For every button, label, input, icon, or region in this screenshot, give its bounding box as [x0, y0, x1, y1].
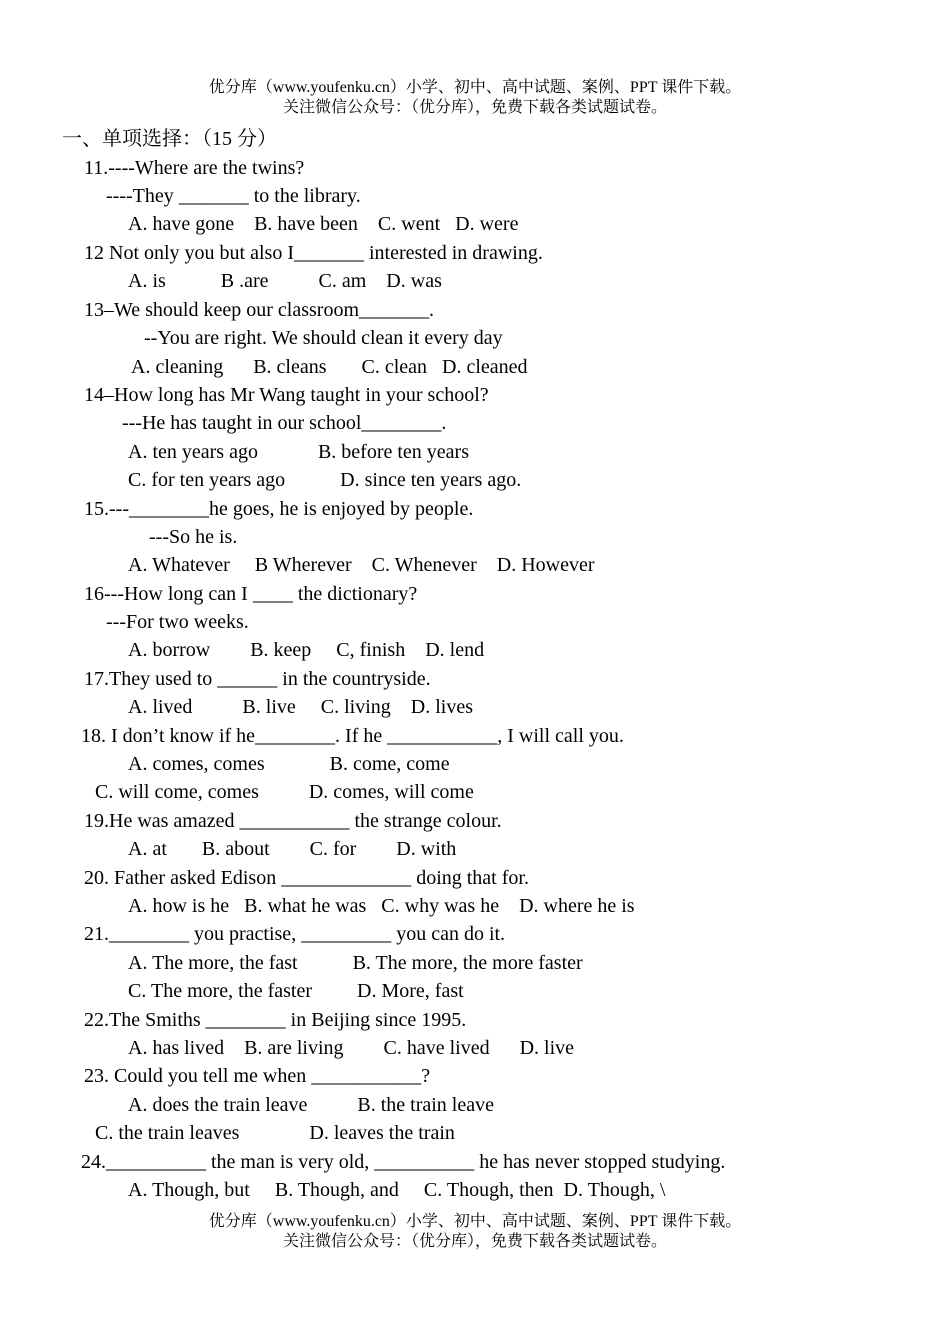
question-23: 23. Could you tell me when ___________? [84, 1065, 431, 1087]
question-19: 19.He was amazed ___________ the strange colour. [84, 810, 502, 832]
question-18: 18. I don’t know if he________. If he ___________, I will call you. [81, 725, 624, 747]
question-14-options-cd: C. for ten years ago D. since ten years ago. [128, 469, 522, 491]
question-13: 13–We should keep our classroom_______. [84, 299, 434, 321]
footer-line-2: 关注微信公众号：（优分库），免费下载各类试题试卷。 [282, 1233, 667, 1250]
question-17: 17.They used to ______ in the countryside. [84, 668, 431, 690]
question-20-options: A. how is he B. what he was C. why was he D. where he is [128, 895, 635, 917]
question-11-reply: ----They _______ to the library. [106, 185, 361, 207]
question-18-options-ab: A. comes, comes B. come, come [128, 753, 450, 775]
question-20: 20. Father asked Edison _____________ doing that for. [84, 867, 529, 889]
question-15-reply: ---So he is. [149, 526, 238, 548]
section-title: 一、单项选择：（15 分） [62, 128, 277, 150]
question-14-reply: ---He has taught in our school________. [122, 412, 447, 434]
question-21-options-ab: A. The more, the fast B. The more, the more faster [128, 952, 583, 974]
question-16-options: A. borrow B. keep C, finish D. lend [128, 639, 485, 661]
question-24-options: A. Though, but B. Though, and C. Though, then D. Though, \ [128, 1179, 666, 1201]
question-11: 11.----Where are the twins? [84, 157, 305, 179]
question-12-options: A. is B .are C. am D. was [128, 270, 442, 292]
question-14: 14–How long has Mr Wang taught in your school? [84, 384, 489, 406]
question-23-options-cd: C. the train leaves D. leaves the train [95, 1122, 455, 1144]
question-15: 15.---________he goes, he is enjoyed by people. [84, 498, 474, 520]
question-23-options-ab: A. does the train leave B. the train leave [128, 1094, 494, 1116]
question-24: 24.__________ the man is very old, __________ he has never stopped studying. [81, 1151, 726, 1173]
question-12: 12 Not only you but also I_______ interested in drawing. [84, 242, 543, 264]
footer-line-1: 优分库（www.youfenku.cn）小学、初中、高中试题、案例、PPT 课件下载。 [208, 1213, 742, 1230]
question-15-options: A. Whatever B Wherever C. Whenever D. However [128, 554, 595, 576]
question-21: 21.________ you practise, _________ you can do it. [84, 923, 506, 945]
question-21-options-cd: C. The more, the faster D. More, fast [128, 980, 464, 1002]
header-line-2: 关注微信公众号：（优分库），免费下载各类试题试卷。 [282, 99, 667, 116]
question-22: 22.The Smiths ________ in Beijing since 1995. [84, 1009, 467, 1031]
question-13-reply: --You are right. We should clean it every day [144, 327, 503, 349]
question-16-reply: ---For two weeks. [106, 611, 249, 633]
question-19-options: A. at B. about C. for D. with [128, 838, 457, 860]
question-11-options: A. have gone B. have been C. went D. were [128, 213, 519, 235]
question-18-options-cd: C. will come, comes D. comes, will come [95, 781, 474, 803]
question-22-options: A. has lived B. are living C. have lived D. live [128, 1037, 575, 1059]
question-14-options-ab: A. ten years ago B. before ten years [128, 441, 469, 463]
question-13-options: A. cleaning B. cleans C. clean D. cleaned [131, 356, 528, 378]
header-line-1: 优分库（www.youfenku.cn）小学、初中、高中试题、案例、PPT 课件下载。 [208, 79, 742, 96]
question-16: 16---How long can I ____ the dictionary? [84, 583, 418, 605]
question-17-options: A. lived B. live C. living D. lives [128, 696, 473, 718]
